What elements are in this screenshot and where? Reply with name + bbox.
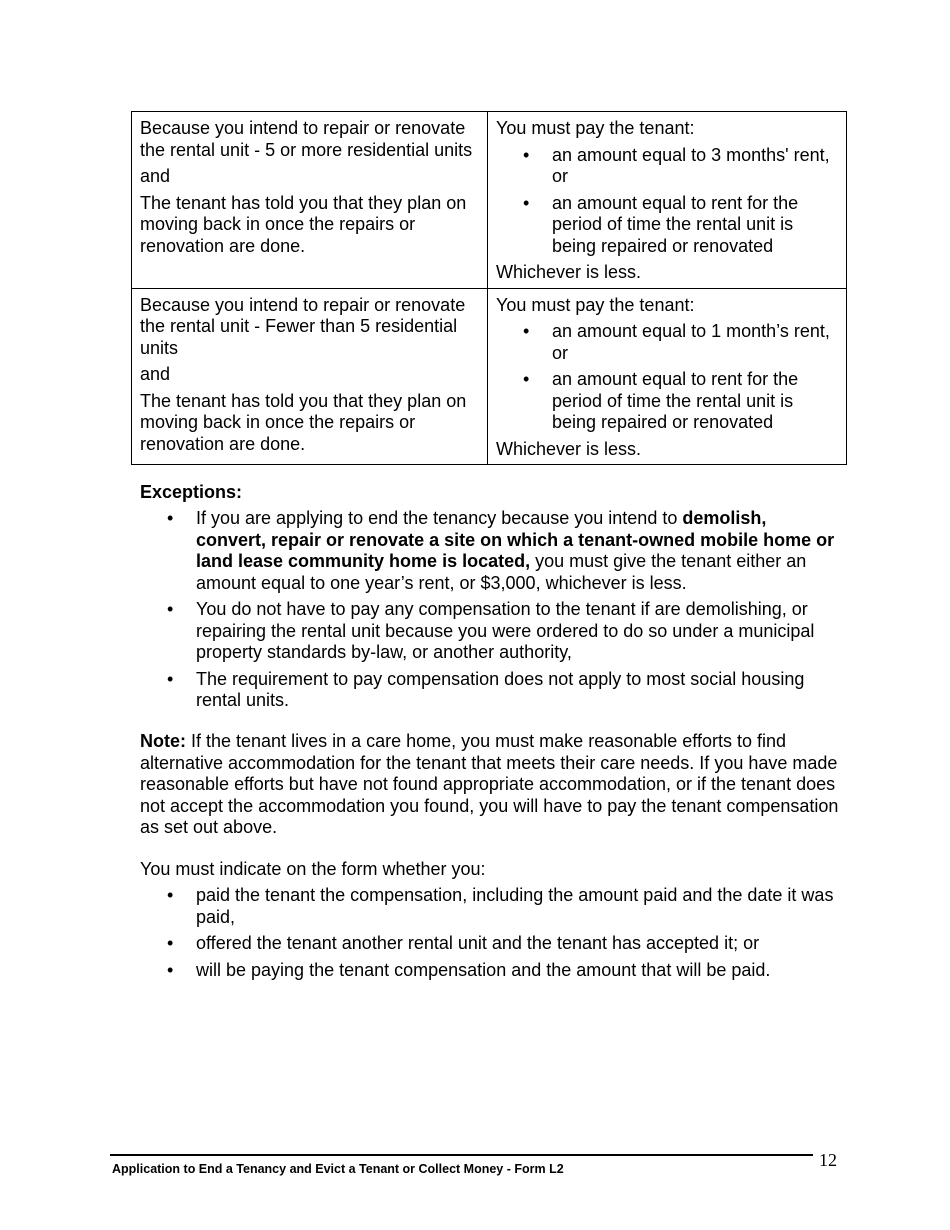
table-row: [132, 112, 847, 289]
indicate-intro: You must indicate on the form whether you:: [140, 859, 486, 879]
emphasis-text: demolish, convert, repair or renovate a site on which a tenant-owned mobile home or land lease community home is located,: [196, 508, 835, 571]
bullet-icon: •: [523, 192, 530, 213]
table-cell-payment: [488, 288, 847, 465]
list-item: • an amount equal to rent for the period of time the rental unit is being repaired or renovated: [523, 369, 799, 432]
list-item: • The requirement to pay compensation does not apply to most social housing rental units.: [167, 668, 805, 710]
bullet-icon: •: [523, 369, 530, 389]
compensation-table: [131, 111, 847, 465]
bullet-icon: •: [167, 933, 174, 953]
list-item: • You do not have to pay any compensation to the tenant if are demolishing, or repairing the rental unit because you were ordered to do so under a municipal property standards by-law, or another authority,: [167, 599, 815, 662]
bullet-icon: •: [167, 959, 174, 980]
payment-intro: You must pay the tenant:: [496, 118, 695, 138]
bullet-icon: •: [523, 321, 530, 341]
bullet-icon: •: [167, 599, 174, 619]
condition-text: The tenant has told you that they plan on moving back in once the repairs or renovation are done.: [140, 390, 467, 454]
bullet-icon: •: [167, 508, 174, 528]
list-item: • If you are applying to end the tenancy because you intend to demolish, convert, repair or renovate a site on which a tenant-owned mobile home or land lease community home is located, you must give the tenant either an amount equal to one year’s rent, or $3,000, whichever is less.: [167, 508, 835, 593]
footer-form-title: Application to End a Tenancy and Evict a Tenant or Collect Money - Form L2: [112, 1162, 564, 1176]
list-item: • will be paying the tenant compensation and the amount that will be paid.: [167, 959, 771, 980]
table-row: [132, 288, 847, 465]
condition-text: The tenant has told you that they plan on moving back in once the repairs or renovation are done.: [140, 192, 467, 256]
table-cell-reason: [132, 288, 488, 465]
exceptions-list: [140, 508, 840, 717]
reason-text: Because you intend to repair or renovate the rental unit - 5 or more residential units: [140, 118, 473, 160]
bullet-icon: •: [167, 885, 174, 905]
list-item: • an amount equal to 1 month’s rent, or: [523, 321, 830, 363]
payment-outro: Whichever is less.: [496, 438, 642, 459]
table-cell-payment: [488, 112, 847, 289]
bullet-icon: •: [167, 668, 174, 689]
reason-text: Because you intend to repair or renovate the rental unit - Fewer than 5 residential units: [140, 294, 466, 358]
payment-outro: Whichever is less.: [496, 262, 642, 282]
and-text: and: [140, 364, 171, 384]
list-item: • offered the tenant another rental unit and the tenant has accepted it; or: [167, 933, 760, 953]
payment-intro: You must pay the tenant:: [496, 294, 695, 315]
footer-divider: [110, 1154, 813, 1156]
list-item: • an amount equal to rent for the period of time the rental unit is being repaired or renovated: [523, 192, 799, 256]
and-text: and: [140, 166, 171, 186]
indicate-list: [140, 885, 840, 986]
page-number: 12: [819, 1150, 837, 1170]
exceptions-heading: Exceptions:: [140, 482, 243, 502]
bullet-icon: •: [523, 144, 530, 165]
list-item: • paid the tenant the compensation, including the amount paid and the date it was paid,: [167, 885, 834, 927]
note-paragraph: Note: If the tenant lives in a care home, you must make reasonable efforts to find alternative accommodation for the tenant that meets their care needs. If you have made reasonable efforts but have not found appropriate accommodation, or if the tenant does not accept the accommodation you found, you will have to pay the tenant compensation as set out above.: [140, 731, 839, 837]
note-label: Note:: [140, 731, 186, 751]
payment-options: [496, 145, 838, 258]
list-item: • an amount equal to 3 months' rent, or: [523, 144, 830, 186]
payment-options: [496, 321, 838, 434]
table-cell-reason: [132, 112, 488, 289]
